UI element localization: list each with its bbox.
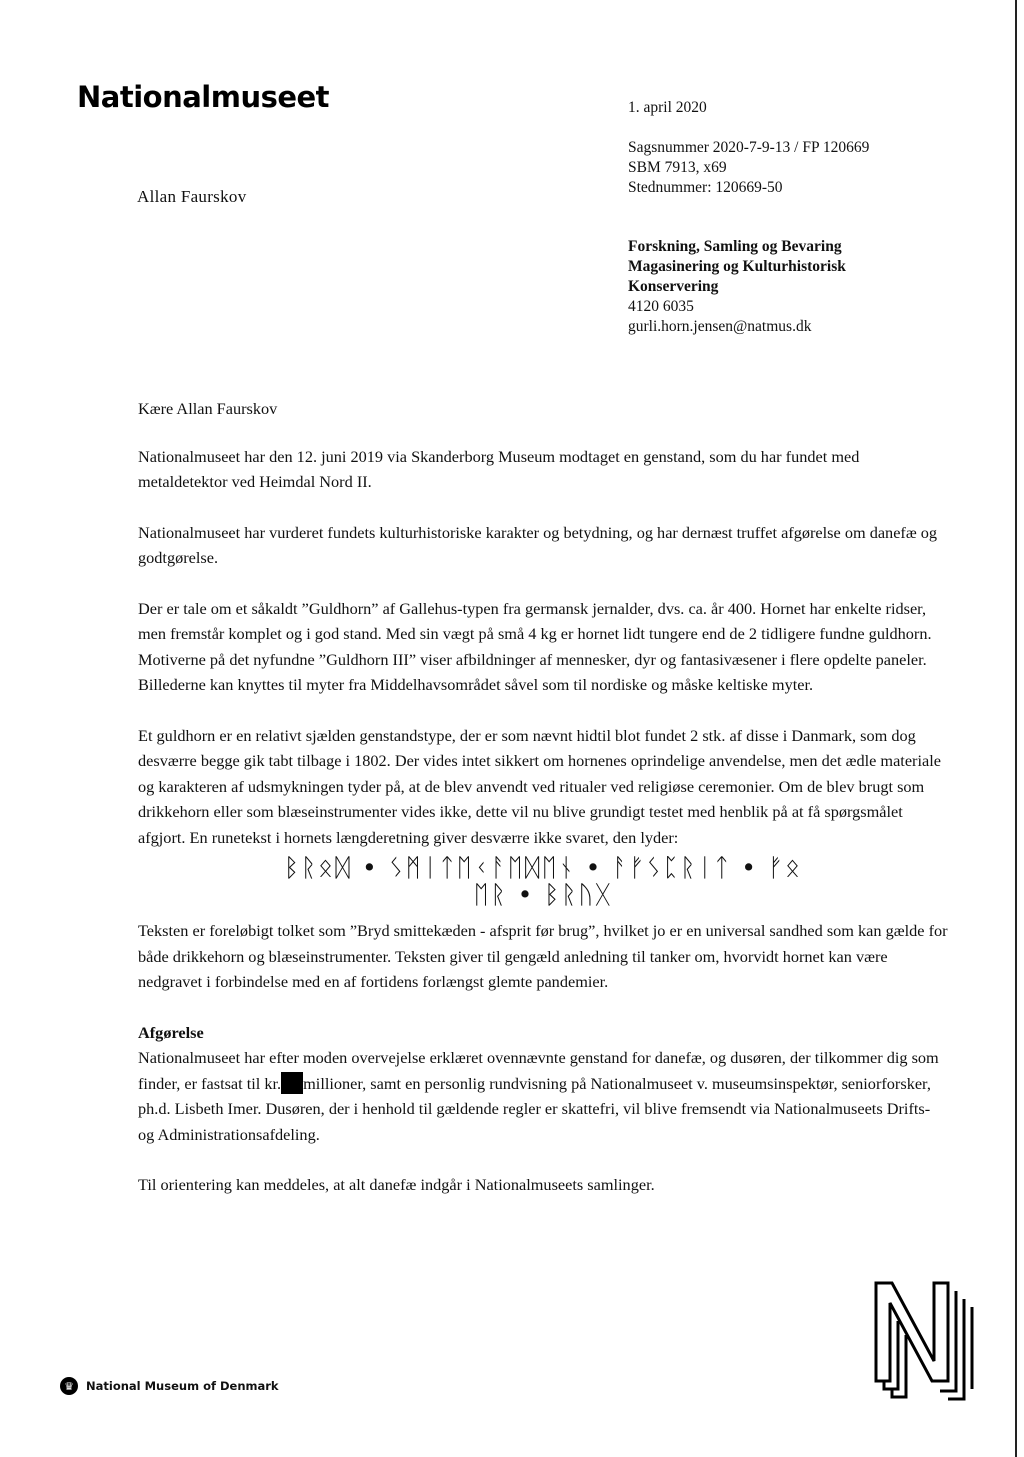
decision-text-after: millioner, samt en personlig rundvisning på Nationalmuseet v. museumsinspektør, seniorforsker, ph.d. Lisbeth Imer. Dusøren, der i henhold til gældende regler er skattefri, vil blive fremsendt via Nationalmuseets Drifts- og Administrationsafdeling. — [138, 1073, 931, 1144]
case-number: Sagsnummer 2020-7-9-13 / FP 120669 — [628, 139, 870, 156]
decision-heading: Afgørelse — [138, 1022, 204, 1042]
scan-edge-line — [1015, 0, 1017, 1457]
paragraph-rarity: Et guldhorn er en relativt sjælden genstandstype, der er som nævnt hidtil blot fundet 2 stk. af disse i Danmark, som dog desværre begge gik tabt tilbage i 1802. Der vides intet sikkert om hornenes oprindelige anvendelse, men det ædle materiale og karakteren af udsmykningen tyder på, at de blev anvendt ved ritualer ved religiøse ceremonier. Om de blev brugt som drikkehorn eller som blæseinstrumenter vides ikke, dette vil nu blive grundigt testet med henblik på at få spørgsmålet afgjort. En runetekst i hornets længderetning giver desværre ikke svaret, den lyder: — [138, 725, 941, 847]
paragraph-receipt: Nationalmuseet har den 12. juni 2019 via Skanderborg Museum modtaget en genstand, som du har fundet med metaldetektor ved Heimdal Nord II. — [138, 446, 860, 491]
crown-icon: ♛ — [60, 1377, 78, 1395]
site-number: Stednummer: 120669-50 — [628, 179, 783, 196]
decision-text-before: Nationalmuseet har efter moden overvejelse erklæret ovennævnte genstand for danefæ, og dusøren, der tilkommer dig som finder, er fastsat til kr. — [138, 1048, 939, 1093]
letter-body — [138, 396, 948, 1223]
letter-meta — [628, 98, 869, 337]
department-line-3: Konservering — [628, 278, 719, 295]
rune-inscription — [138, 854, 948, 908]
paragraph-description: Der er tale om et såkaldt ”Guldhorn” af Gallehus-typen fra germansk jernalder, dvs. ca. år 400. Hornet har enkelte ridser, men fremstår komplet og i god stand. Med sin vægt på små 4 kg er hornet lidt tungere end de 2 tidligere fundne guldhorn. Motiverne på det nyfundne ”Guldhorn III” viser afbildninger af mennesker, dyr og fantasivæsener i flere opdelte paneler. Billederne kan knyttes til myter fra Middelhavsområdet såvel som til nordiske og måske keltiske myter. — [138, 598, 932, 694]
contact-email: gurli.horn.jensen@natmus.dk — [628, 318, 812, 335]
paragraph-decision — [138, 1020, 948, 1148]
paragraph-assessment: Nationalmuseet har vurderet fundets kulturhistoriske karakter og betydning, og har dernæst truffet afgørelse om danefæ og godtgørelse. — [138, 522, 938, 567]
rune-line-2: ᛖᚱ • ᛒᚱᚢᚷ — [473, 880, 613, 909]
contact-phone: 4120 6035 — [628, 298, 694, 315]
department-line-2: Magasinering og Kulturhistorisk — [628, 258, 846, 275]
museum-title: Nationalmuseet — [77, 80, 330, 114]
footer-label: National Museum of Denmark — [86, 1379, 279, 1393]
paragraph-orientation: Til orientering kan meddeles, at alt danefæ indgår i Nationalmuseets samlinger. — [138, 1175, 655, 1194]
greeting: Kære Allan Faurskov — [138, 399, 278, 418]
footer — [60, 1377, 279, 1395]
paragraph-interpretation: Teksten er foreløbigt tolket som ”Bryd smittekæden - afsprit før brug”, hvilket jo er en universal sandhed som kan gælde for både drikkehorn og blæseinstrumenter. Teksten giver til gengæld anledning til tanker om, hvorvidt hornet kan være nedgravet i forbindelse med en af fortidens forlængst glemte pandemier. — [138, 921, 948, 991]
rune-line-1: ᛒᚱᛟᛞ • ᛊᛗᛁᛏᛖᚲᚨᛖᛞᛖᚾ • ᚨᚠᛊᛈᚱᛁᛏ • ᚠᛟ — [284, 853, 802, 882]
museum-n-logo — [872, 1277, 982, 1401]
sbm-number: SBM 7913, x69 — [628, 159, 727, 176]
department-line-1: Forskning, Samling og Bevaring — [628, 238, 842, 255]
recipient-name: Allan Faurskov — [137, 187, 247, 206]
letter-date: 1. april 2020 — [628, 99, 707, 116]
redaction-box — [281, 1072, 303, 1094]
